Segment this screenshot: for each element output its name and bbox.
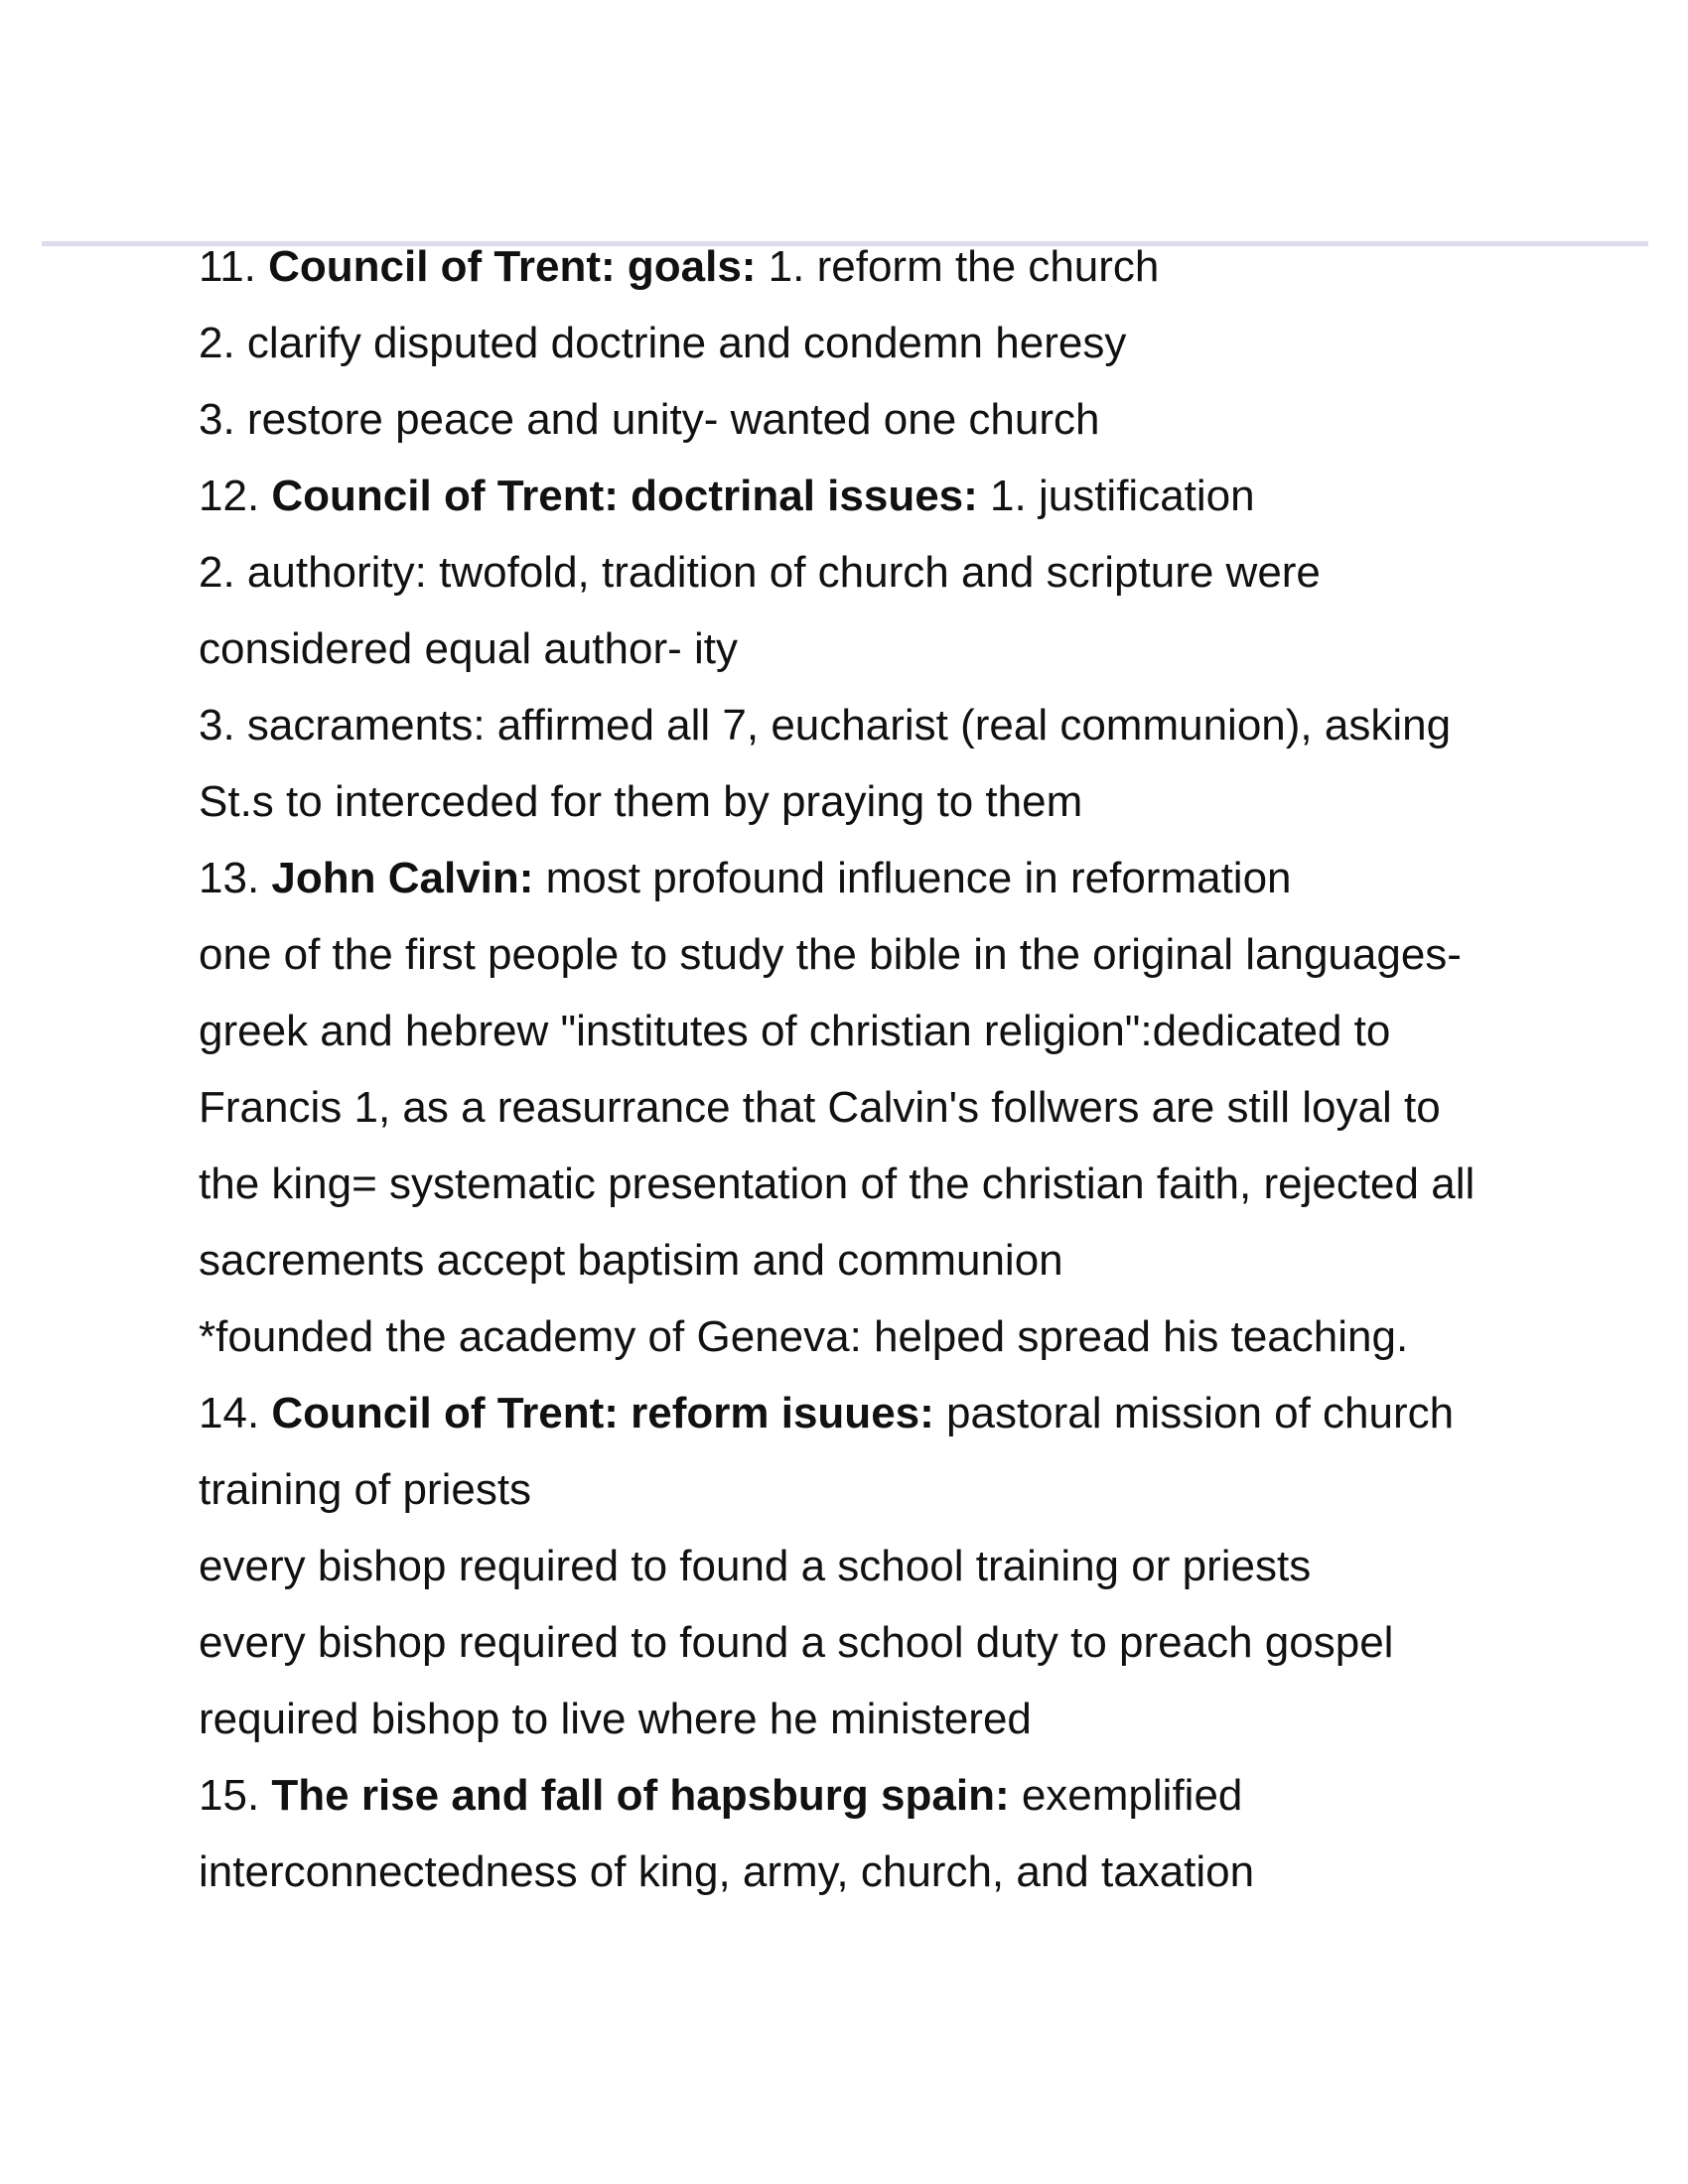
entry-text: considered equal author- ity: [199, 624, 738, 673]
document-body: [199, 228, 1569, 1910]
entry-number: 11.: [199, 242, 269, 291]
text-line: [199, 687, 1569, 763]
entry-text: St.s to interceded for them by praying to them: [199, 777, 1083, 826]
entry-text: 3. restore peace and unity- wanted one church: [199, 395, 1100, 444]
text-line: [199, 993, 1569, 1069]
entry-number: 14.: [199, 1389, 272, 1437]
entry-text: most profound influence in reformation: [533, 854, 1292, 902]
entry-text: sacrements accept baptisim and communion: [199, 1236, 1063, 1285]
entry-text: Francis 1, as a reasurrance that Calvin's follwers are still loyal to: [199, 1083, 1441, 1132]
text-line: [199, 916, 1569, 993]
entry-11-heading-line: [199, 228, 1569, 305]
entry-number: 12.: [199, 472, 272, 520]
text-line: [199, 1069, 1569, 1146]
entry-term: Council of Trent: doctrinal issues:: [271, 472, 978, 520]
entry-text: 3. sacraments: affirmed all 7, eucharist (real communion), asking: [199, 701, 1452, 750]
entry-text: 2. clarify disputed doctrine and condemn heresy: [199, 319, 1127, 367]
text-line: [199, 611, 1569, 687]
entry-term: The rise and fall of hapsburg spain:: [271, 1771, 1010, 1820]
text-line: [199, 1298, 1569, 1375]
text-line: [199, 381, 1569, 458]
entry-text: *founded the academy of Geneva: helped spread his teaching.: [199, 1312, 1409, 1361]
entry-text: 1. reform the church: [756, 242, 1160, 291]
entry-text: training of priests: [199, 1465, 532, 1514]
entry-14-heading-line: [199, 1375, 1569, 1451]
text-line: [199, 1451, 1569, 1528]
entry-text: pastoral mission of church: [933, 1389, 1455, 1437]
entry-text: every bishop required to found a school training or priests: [199, 1542, 1312, 1590]
entry-text: greek and hebrew "institutes of christian religion":dedicated to: [199, 1007, 1391, 1055]
entry-15-heading-line: [199, 1757, 1569, 1834]
entry-text: the king= systematic presentation of the christian faith, rejected all: [199, 1160, 1476, 1208]
entry-12-heading-line: [199, 458, 1569, 534]
entry-term: Council of Trent: goals:: [268, 242, 757, 291]
entry-13-heading-line: [199, 840, 1569, 916]
entry-term: John Calvin:: [271, 854, 534, 902]
entry-text: 1. justification: [977, 472, 1255, 520]
entry-text: one of the first people to study the bible in the original languages-: [199, 930, 1462, 979]
text-line: [199, 1528, 1569, 1604]
entry-text: interconnectedness of king, army, church, and taxation: [199, 1847, 1255, 1896]
text-line: [199, 1222, 1569, 1298]
text-line: [199, 534, 1569, 611]
entry-text: 2. authority: twofold, tradition of church and scripture were: [199, 548, 1321, 597]
text-line: [199, 1681, 1569, 1757]
entry-text: every bishop required to found a school duty to preach gospel: [199, 1618, 1394, 1667]
text-line: [199, 305, 1569, 381]
text-line: [199, 763, 1569, 840]
entry-text: required bishop to live where he ministered: [199, 1695, 1032, 1743]
entry-number: 13.: [199, 854, 272, 902]
text-line: [199, 1604, 1569, 1681]
text-line: [199, 1146, 1569, 1222]
entry-number: 15.: [199, 1771, 272, 1820]
entry-text: exemplified: [1009, 1771, 1243, 1820]
entry-term: Council of Trent: reform isuues:: [271, 1389, 934, 1437]
text-line: [199, 1834, 1569, 1910]
